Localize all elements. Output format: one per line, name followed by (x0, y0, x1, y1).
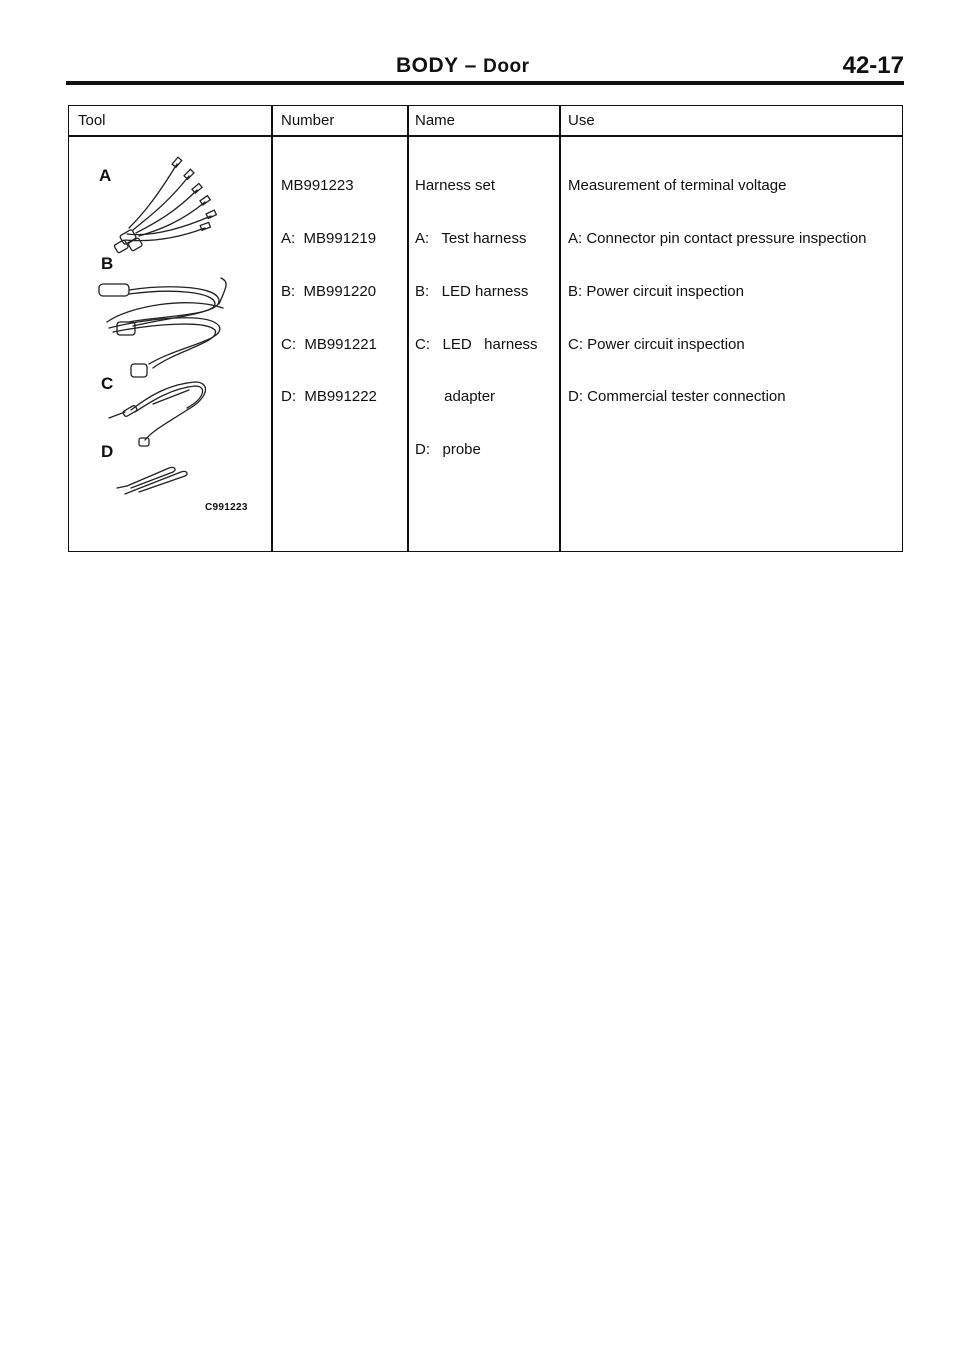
column-divider (407, 106, 409, 551)
use-line: B: Power circuit inspection (568, 282, 744, 300)
number-line: D: MB991222 (281, 388, 377, 406)
subsection-name: Door (483, 56, 530, 77)
use-line: A: Connector pin contact pressure inspection (568, 229, 867, 247)
name-line: Harness set (415, 177, 496, 195)
name-cell (415, 142, 538, 494)
illustration-code: C991223 (205, 502, 248, 513)
probe-icon (117, 467, 187, 494)
use-cell (568, 142, 867, 441)
page-header (66, 52, 904, 84)
number-cell (281, 142, 377, 441)
number-line: MB991223 (281, 177, 354, 195)
use-line: D: Commercial tester connection (568, 388, 786, 406)
tool-letter-b: B (101, 254, 114, 273)
name-line: adapter (415, 388, 496, 406)
number-line: B: MB991220 (281, 282, 377, 300)
column-header-use: Use (568, 112, 595, 129)
section-title (396, 54, 530, 78)
title-dash: – (464, 54, 477, 77)
name-line: A: Test harness (415, 229, 527, 247)
harness-adapter-icon (109, 382, 205, 446)
name-line: D: probe (415, 441, 481, 459)
name-line: C: LED harness (415, 335, 538, 353)
column-header-name: Name (415, 112, 456, 129)
page-number: 42-17 (842, 52, 904, 79)
use-line: C: Power circuit inspection (568, 335, 745, 353)
led-harness-icon (99, 278, 226, 377)
number-line: C: MB991221 (281, 335, 377, 353)
header-rule (66, 81, 904, 85)
section-name: BODY (396, 54, 459, 77)
use-line: Measurement of terminal voltage (568, 177, 787, 195)
column-divider (559, 106, 561, 551)
tool-illustration (69, 136, 272, 551)
harness-set-drawing (69, 136, 272, 551)
number-line: A: MB991219 (281, 229, 377, 247)
special-tool-table (68, 105, 903, 552)
column-header-number: Number (281, 112, 335, 129)
test-harness-icon (114, 157, 217, 253)
tool-letter-d: D (101, 442, 114, 461)
name-line: B: LED harness (415, 282, 529, 300)
tool-letter-a: A (99, 166, 112, 185)
column-header-tool: Tool (78, 112, 106, 129)
tool-letter-c: C (101, 374, 114, 393)
